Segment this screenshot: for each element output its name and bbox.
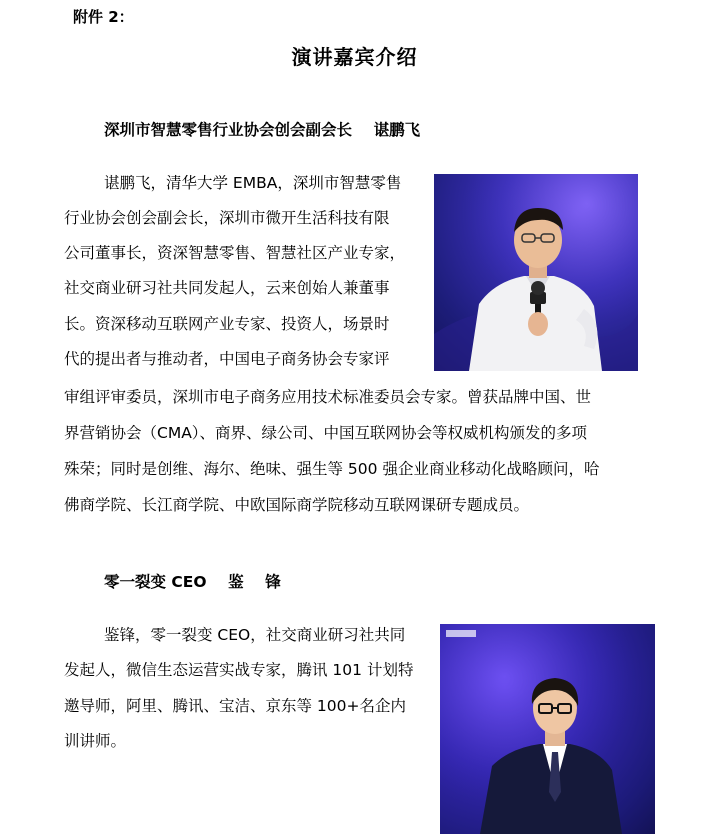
portrait-photo [434,174,638,371]
bio-line: 发起人，微信生态运营实战专家，腾讯 101 计划特 [64,661,414,679]
bio-line: 界营销协会（CMA）、商界、绿公司、中国互联网协会等权威机构颁发的多项 [64,424,588,442]
speaker-heading: 零一裂变 CEO 鉴 锋 [104,573,281,591]
speaker-heading: 深圳市智慧零售行业协会创会副会长 谌鹏飞 [104,121,421,139]
portrait-photo [440,624,655,834]
bio-line: 殊荣；同时是创维、海尔、绝味、强生等 500 强企业商业移动化战略顾问，哈 [64,460,600,478]
bio-line: 社交商业研习社共同发起人，云来创始人兼董事 [64,279,390,297]
bio-line: 谌鹏飞，清华大学 EMBA，深圳市智慧零售 [104,174,402,192]
bio-line: 审组评审委员，深圳市电子商务应用技术标准委员会专家。曾获品牌中国、世 [64,388,592,406]
page-title: 演讲嘉宾介绍 [291,45,418,69]
bio-line: 训讲师。 [64,732,127,750]
portrait-photo-icon [440,624,655,834]
attachment-label: 附件 2： [73,8,134,26]
bio-line: 佛商学院、长江商学院、中欧国际商学院移动互联网课研专题成员。 [64,496,530,514]
bio-line: 长。资深移动互联网产业专家、投资人，场景时 [64,315,390,333]
bio-line: 鉴锋，零一裂变 CEO，社交商业研习社共同 [104,626,406,644]
bio-line: 公司董事长，资深智慧零售、智慧社区产业专家， [64,244,406,262]
bio-line: 代的提出者与推动者，中国电子商务协会专家评 [64,350,390,368]
bio-line: 行业协会创会副会长，深圳市微开生活科技有限 [64,209,390,227]
bio-line: 邀导师，阿里、腾讯、宝洁、京东等 100+名企内 [64,697,407,715]
portrait-photo-icon [434,174,638,371]
